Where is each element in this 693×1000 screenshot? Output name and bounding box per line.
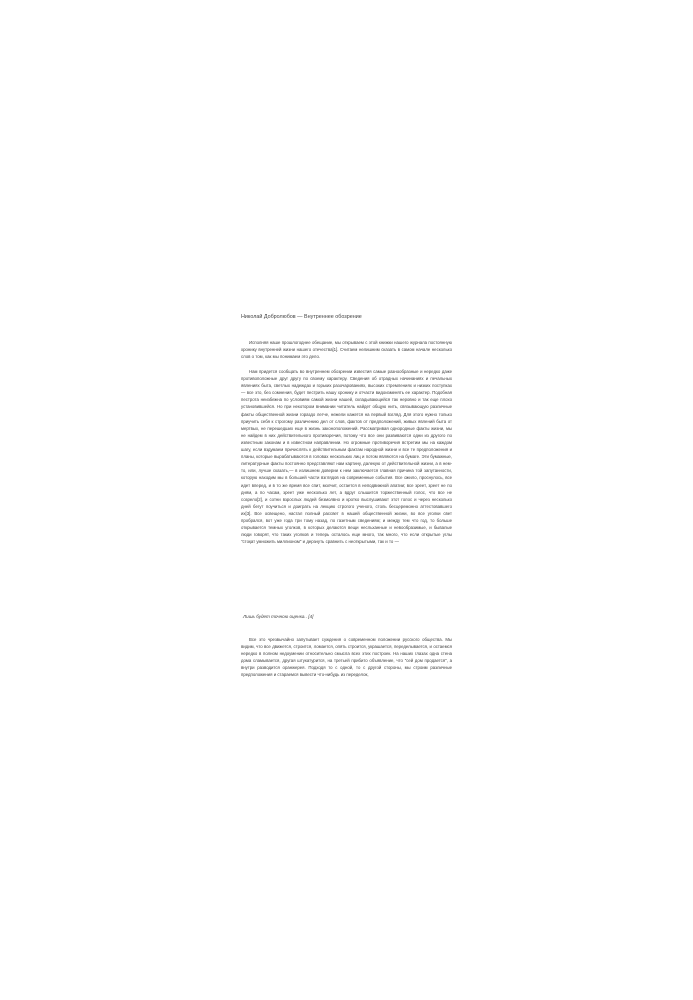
paragraph-intro: Исполняя наше прошлогоднее обещание, мы открываем с этой книжки нашего журнала постоянную хронику внутренней жизни нашего отечества[1]. Считаем нелишним сказать в самом начале несколько слов о том, как мы понимаем это дело. (241, 340, 452, 360)
paragraph-continuation: Все это чрезвычайно запутывает суждения о современном положении русского общества. Мы видим, что все движется, строится, ломается, опять строится, украшается, переделывается, и остаемся нередко в полном недоумении относительно смысла всех этих построек. На наших глазах одна стена дома сламывается, другая штукатурится, на третьей прибито объявление, что "сей дом продается", а внутри разводится оранжерея. Подходя то с одной, то с другой стороны, мы строим различные предположения и стараемся вывести что-нибудь из переделок, (241, 637, 452, 678)
paragraph-main: Нам придется сообщать во внутреннем обозрении известия самые разнообразные и нередко даже противоположные друг другу по своему характеру. Сведения об отрадных начинаниях и печальных явлениях быта, светлых надеждах и горьких разочарованиях, высоких стремлениях и низких поступках — все это, без сомнения, будет пестрить нашу хронику и отчасти видоизменять ее характер. Подобная пестрота неизбежна по условиям самой жизни нашей, складывающейся так неровно и так еще плохо установившейся. Но при некотором внимании читатель найдет общую нить, связывающую различные факты общественной жизни гораздо легче, нежели кажется на первый взгляд. Для этого нужно только приучить себя к строгому различению дел от слов, фактов от предположений, живых явлений быта от мертвых, не перешедших еще в жизнь законоположений. Рассматривая однородные факты жизни, мы не найдем в них действительного противоречия, потому что все они развиваются одни из другого по известным законам и в известном направлении. Но огромные противоречия встретим мы на каждом шагу, если вздумаем причислять к действительным фактам народной жизни и все те предположения и планы, которые вырабатываются в головах нескольких лиц и потом являются на бумаге. Эти бумажные, литературные факты постоянно представляют нам картину, далекую от действительной жизни, а в нем-то, или, лучше сказать,— в излишнем доверии к нем заключается главная причина той запутанности, которую находим мы в большей части взглядов на современные события. Все ожило, проснулось, все идет вперед, и в то же время все спит, молчит, остается в неподвижной апатии; все зреет, зреет не по дням, а по часам, зреет уже несколько лет, а вдруг слышится торжественный голос, что все не созрело[2], и сотни взрослых людей безмолвно и кротко выслушивают этот голос и через несколько дней бегут поучиться и доиграть на лекцию строгого ученого, столь бесцеремонно аттестовавшего их[3]. Все освещено, настал полный рассвет в нашей общественной жизни, во все уголки свет пробрался, вот уже года три тому назад, по газетным сведениям; и между тем что год, то больше открывается темных уголков, в которых делаются вещи несльханные и невообразимые, и бывалые люди говорят, что таких уголков и теперь осталось еще много, так много, что если открытые углы "стоқат умножить миллионом" и дерзнуть сравнить с неоткрытыми, так и то — (241, 369, 452, 545)
running-head: Николай Добролюбов — Внутреннее обозрение (241, 314, 362, 320)
verse-quote: Лишь будет точною оценка.. [4] (243, 614, 314, 619)
